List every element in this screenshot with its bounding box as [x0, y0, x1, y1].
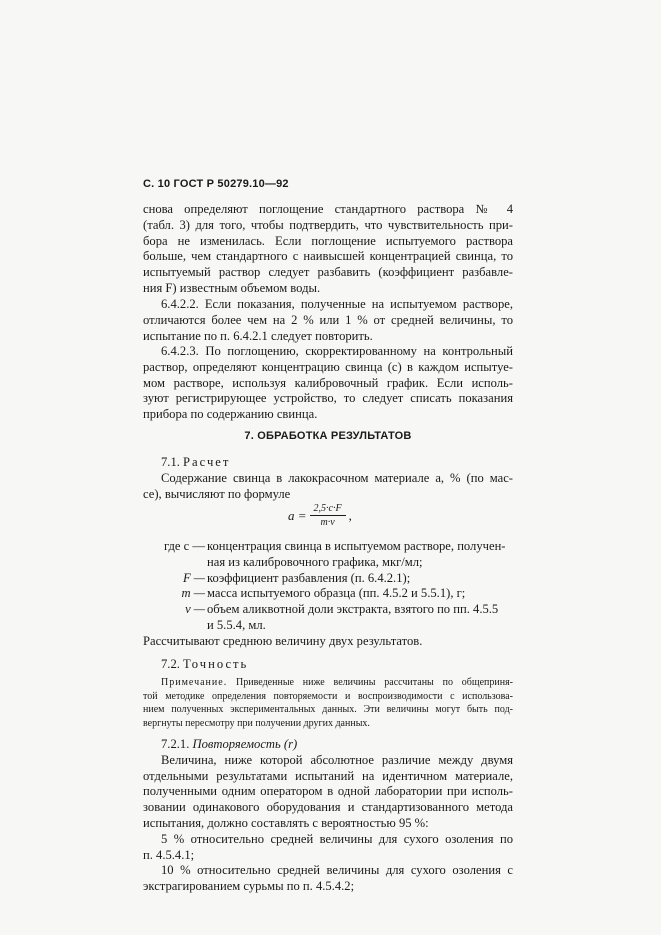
text-line: 10 % относительно средней величины для сухого озоления с [161, 863, 513, 878]
subsection-title: Точность [183, 657, 249, 671]
text-line: Приведенные ниже величины рассчитаны по общеприня- [236, 677, 514, 688]
subsection-title: Расчет [183, 455, 231, 469]
text-line: Величина, ниже которой абсолютное различие между двумя [161, 752, 513, 767]
subsection-number: 7.2.1. [161, 737, 190, 751]
subsection-title: Повторяемость (r) [192, 737, 298, 751]
definition-item [143, 539, 513, 571]
text-line: мом растворе, используя калибровочный график. Если исполь- [143, 375, 513, 390]
subsection-7-2-1 [143, 737, 513, 895]
text-line: испытуемый раствор следует разбавить (коэффициент разбавле- [143, 265, 513, 280]
definition-symbol: v — [185, 602, 205, 617]
text-line: бора не изменилась. Если поглощение испытуемого раствора [143, 233, 513, 248]
note-label: Примечание. [161, 677, 228, 688]
subsection-number: 7.1. [161, 455, 180, 469]
definition-text: объем аликвотной доли экстракта, взятого по пп. 4.5.5 [207, 602, 499, 617]
formula-numerator: 2,5·c·F [310, 503, 346, 516]
text-line: Содержание свинца в лакокрасочном материале а, % (по мас- [161, 470, 513, 485]
text-line: 5 % относительно средней величины для сухого озоления по [161, 831, 513, 846]
definition-text: и 5.5.4, мл. [207, 617, 266, 632]
text-line: той методике определения повторяемости и воспроизводимости с использова- [143, 690, 513, 702]
definition-item [143, 586, 513, 602]
formula-denominator: m·v [320, 517, 335, 528]
definition-text: коэффициент разбавления (п. 6.4.2.1); [207, 570, 411, 585]
subsection-7-2 [143, 657, 513, 673]
formula-tail: , [348, 507, 352, 523]
definition-symbol: где c — [163, 539, 205, 553]
definition-text: масса испытуемого образца (пп. 4.5.2 и 5.5.1), г; [207, 586, 466, 601]
section-heading: 7. ОБРАБОТКА РЕЗУЛЬТАТОВ [244, 430, 412, 442]
definition-text: ная из калибровочного графика, мкг/мл; [207, 554, 423, 569]
text-line: (табл. 3) для того, чтобы подтвердить, что чувствительность при- [143, 217, 513, 232]
page-header: С. 10 ГОСТ Р 50279.10—92 [143, 178, 289, 190]
text-line: п. 4.5.4.1; [143, 847, 195, 862]
text-line: нием полученных экспериментальных данных. Эти величины могут быть под- [143, 704, 513, 715]
text-line: зовании одинакового оборудования и стандартизованного метода [143, 800, 513, 815]
text-line: 6.4.2.3. По поглощению, скорректированному на контрольный [161, 344, 513, 358]
definition-symbol: m — [181, 586, 205, 601]
text-line: испытание по п. 6.4.2.1 следует повторить. [143, 328, 373, 343]
definition-text: концентрация свинца в испытуемом растворе, получен- [207, 539, 506, 553]
text-line: полученными одним оператором в одной лаборатории при исполь- [143, 784, 513, 799]
text-line: экстрагированием сурьмы по п. 4.5.4.2; [143, 879, 355, 894]
text-line: зуют регистрирующее устройство, то следует списать показания [143, 391, 513, 406]
text-line: отличаются более чем на 2 % или 1 % от средней величины, то [143, 312, 513, 327]
subsection-number: 7.2. [161, 657, 180, 671]
definition-symbol: F — [182, 570, 205, 585]
paragraph-continued [143, 202, 513, 297]
text-line: прибора по содержанию свинца. [143, 407, 318, 422]
formula-fraction [310, 503, 346, 528]
text-line: больше, чем стандартного с наивысшей концентрацией свинца, то [143, 249, 513, 264]
formula-lhs: a = [288, 507, 307, 523]
text-line: снова определяют поглощение стандартного раствора № 4 [143, 202, 513, 216]
note [143, 676, 513, 730]
paragraph-6-4-2-3 [143, 344, 513, 423]
subsection-7-1 [143, 455, 513, 502]
text-line: Рассчитывают среднюю величину двух результатов. [143, 633, 423, 648]
definitions-list [143, 539, 513, 650]
text-line: раствор, определяют концентрацию свинца (с) в каждом испытуе- [143, 359, 513, 374]
paragraph-6-4-2-2 [143, 297, 513, 344]
text-line: отдельными результатами испытаний на идентичном материале, [143, 768, 513, 783]
text-line: 6.4.2.2. Если показания, полученные на испытуемом растворе, [161, 297, 513, 311]
text-line: се), вычисляют по формуле [143, 486, 291, 501]
definition-item [143, 602, 513, 634]
text-line: вергнуты пересмотру при получении других данных. [143, 717, 370, 729]
definition-item [143, 571, 513, 587]
text-line: ния F) известным объемом воды. [143, 280, 321, 295]
formula [288, 503, 352, 528]
text-line: испытания, должно составлять с вероятностью 95 %: [143, 815, 429, 830]
